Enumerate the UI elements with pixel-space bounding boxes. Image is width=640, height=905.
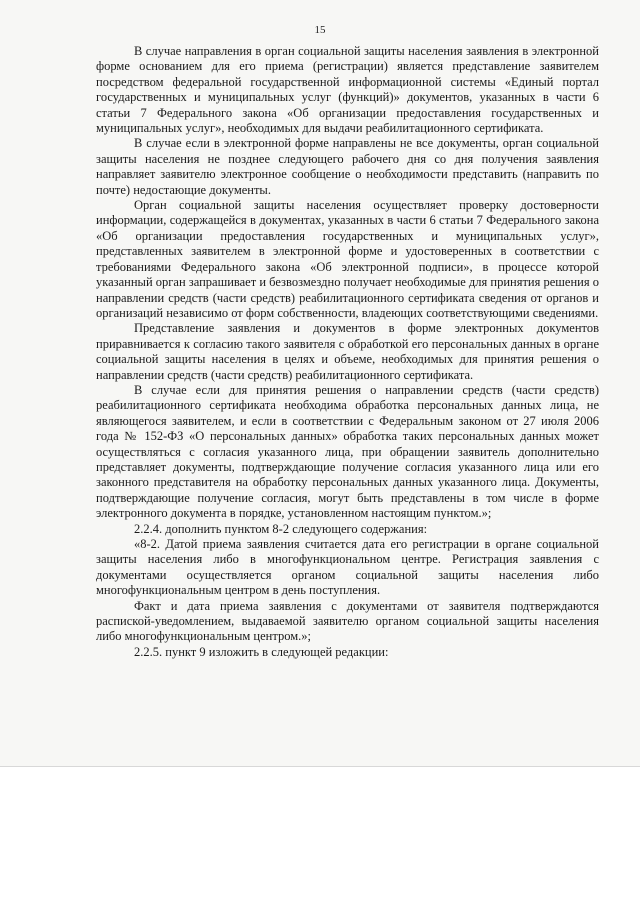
paragraph: В случае направления в орган социальной защиты населения заявления в электронной форме основанием для его приема (регистрации) является представление заявителем посредством федеральной государственной информационной системы «Единый портал государственных и муниципальных услуг (функций)» документов, указанных в части 6 статьи 7 Федерального закона «Об организации предоставления государственных и муниципальных услуг», необходимых для выдачи реабилитационного сертификата. bbox=[96, 44, 599, 136]
paragraph: Представление заявления и документов в форме электронных документов приравнивается к согласию такого заявителя с обработкой его персональных данных в органе социальной защиты населения в целях и объеме, необходимых для принятия решения о направлении средств (части средств) реабилитационного сертификата. bbox=[96, 321, 599, 382]
paragraph: В случае если в электронной форме направлены не все документы, орган социальной защиты населения не позднее следующего рабочего дня со дня получения заявления направляет заявителю электронное сообщение о необходимости представить (направить по почте) недостающие документы. bbox=[96, 136, 599, 197]
paragraph: В случае если для принятия решения о направлении средств (части средств) реабилитационного сертификата необходима обработка персональных данных лица, не являющегося заявителем, и если в соответствии с Федеральным законом от 27 июля 2006 года № 152-ФЗ «О персональных данных» обработка таких персональных данных может осуществляться с согласия указанного лица, при обращении заявитель дополнительно представляет документы, подтверждающие получение согласия указанного лица или его законного представителя на обработку персональных данных указанного лица. Документы, подтверждающие получение согласия, могут быть представлены в том числе в форме электронного документа в порядке, установленном настоящим пунктом.»; bbox=[96, 382, 599, 521]
paragraph: 2.2.5. пункт 9 изложить в следующей редакции: bbox=[134, 644, 389, 659]
paragraph: Факт и дата приема заявления с документами от заявителя подтверждаются распиской-уведомлением, выдаваемой заявителю органом социальной защиты населения либо многофункциональным центром.»; bbox=[96, 598, 599, 644]
page-number: 15 bbox=[314, 24, 326, 36]
paragraph: 2.2.4. дополнить пунктом 8-2 следующего содержания: bbox=[134, 521, 428, 536]
document-body bbox=[96, 44, 599, 660]
paragraph: Орган социальной защиты населения осуществляет проверку достоверности информации, содержащейся в документах, указанных в части 6 статьи 7 Федерального закона «Об организации предоставления государственных и муниципальных услуг», представленных заявителем в электронной форме и удостоверенных в соответствии с требованиями Федерального закона «Об электронной подписи», в процессе которой указанный орган запрашивает и безвозмездно получает необходимые для принятия решения о направлении средств (части средств) реабилитационного сертификата сведения от органов и организаций независимо от форм собственности, владеющих соответствующими сведениями. bbox=[96, 198, 599, 320]
paragraph: «8-2. Датой приема заявления считается дата его регистрации в органе социальной защиты населения либо в многофункциональном центре. Регистрация заявления с документами осуществляется органом социальной защиты населения либо многофункциональным центром в день поступления. bbox=[96, 537, 599, 598]
